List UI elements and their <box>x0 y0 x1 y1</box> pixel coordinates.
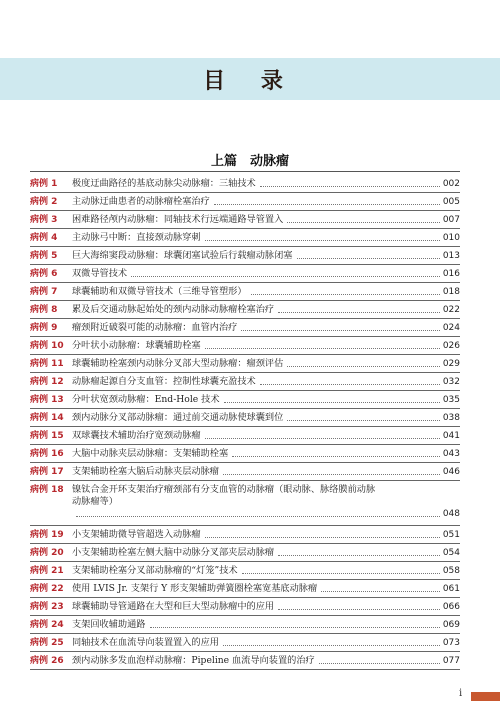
page-number: 051 <box>442 529 460 540</box>
case-label: 病例 10 <box>30 340 64 351</box>
toc-entry[interactable] <box>30 580 460 598</box>
page-number: 016 <box>442 268 460 279</box>
case-label: 病例 15 <box>30 430 64 441</box>
entry-body <box>72 268 460 280</box>
entry-title: 主动脉迂曲患者的动脉瘤栓塞治疗 <box>72 195 210 207</box>
entry-body <box>72 448 460 460</box>
entry-title: 动脉瘤起源自分支血管：控制性球囊充盈技术 <box>72 375 256 387</box>
toc-entry[interactable] <box>30 355 460 373</box>
section-title: 上篇 动脉瘤 <box>210 154 289 169</box>
page-number: 007 <box>442 214 460 225</box>
entry-body <box>72 655 460 667</box>
page-number: 010 <box>442 232 460 243</box>
page-number: 024 <box>442 322 460 333</box>
toc-entry[interactable] <box>30 652 460 670</box>
entry-title: 大脑中动脉夹层动脉瘤：支架辅助栓塞 <box>72 447 229 459</box>
page-number: 018 <box>442 286 460 297</box>
dot-leader <box>260 384 440 385</box>
toc-entry[interactable] <box>30 391 460 409</box>
toc-entry[interactable] <box>30 481 460 526</box>
entry-title: 瘤颈附近破裂可能的动脉瘤：血管内治疗 <box>72 321 238 333</box>
case-label: 病例 25 <box>30 637 64 648</box>
case-label: 病例 19 <box>30 529 64 540</box>
page-number: 043 <box>442 448 460 459</box>
entry-body <box>72 430 460 442</box>
entry-body <box>72 376 460 388</box>
entry-title-continued: 动脉瘤等） <box>72 495 118 507</box>
entry-body <box>72 601 460 613</box>
toc-entry[interactable] <box>30 247 460 265</box>
case-label: 病例 1 <box>30 178 58 189</box>
toc-entry[interactable] <box>30 544 460 562</box>
page-number: 022 <box>442 304 460 315</box>
entry-body <box>72 547 460 559</box>
entry-body <box>72 304 460 316</box>
dot-leader <box>150 627 440 628</box>
dot-leader <box>76 516 440 517</box>
entry-title: 支架辅助栓塞大脑后动脉夹层动脉瘤 <box>72 465 219 477</box>
toc-entry[interactable] <box>30 526 460 544</box>
dot-leader <box>251 294 440 295</box>
dot-leader <box>278 312 440 313</box>
entry-title: 困难路径颅内动脉瘤：同轴技术行远端通路导管置入 <box>72 213 284 225</box>
entry-body <box>72 394 460 406</box>
entry-title: 使用 LVIS Jr. 支架行 Y 形支架辅助弹簧圈栓塞宽基底动脉瘤 <box>72 582 318 594</box>
entry-body <box>72 196 460 208</box>
toc-entry[interactable] <box>30 193 460 211</box>
entry-title: 双微导管技术 <box>72 267 128 279</box>
entry-title: 小支架辅助栓塞左侧大脑中动脉分叉部夹层动脉瘤 <box>72 546 275 558</box>
page-number: 066 <box>442 601 460 612</box>
entry-body <box>72 484 460 520</box>
toc-entry[interactable] <box>30 283 460 301</box>
entry-body <box>72 637 460 649</box>
dot-leader <box>242 573 440 574</box>
entry-body <box>72 619 460 631</box>
dot-leader <box>260 186 440 187</box>
entry-title: 分叶状宽颈动脉瘤：End-Hole 技术 <box>72 393 220 405</box>
entry-title: 小支架辅助微导管超选入动脉瘤 <box>72 528 201 540</box>
entry-title: 支架辅助栓塞分叉部动脉瘤的“灯笼”技术 <box>72 564 238 576</box>
entry-body <box>72 358 460 370</box>
case-label: 病例 23 <box>30 601 64 612</box>
dot-leader <box>287 366 440 367</box>
entry-body <box>72 565 460 577</box>
case-label: 病例 20 <box>30 547 64 558</box>
toc-entry[interactable] <box>30 337 460 355</box>
case-label: 病例 22 <box>30 583 64 594</box>
case-label: 病例 17 <box>30 466 64 477</box>
toc-entry[interactable] <box>30 175 460 193</box>
page-number: 041 <box>442 430 460 441</box>
case-label: 病例 2 <box>30 196 58 207</box>
dot-leader <box>214 204 440 205</box>
page-number: 002 <box>442 178 460 189</box>
toc-entry[interactable] <box>30 211 460 229</box>
entry-body <box>72 529 460 541</box>
case-label: 病例 3 <box>30 214 58 225</box>
toc-entry[interactable] <box>30 463 460 481</box>
toc-entry[interactable] <box>30 229 460 247</box>
dot-leader <box>224 402 440 403</box>
toc-entry[interactable] <box>30 373 460 391</box>
dot-leader <box>232 456 440 457</box>
case-label: 病例 14 <box>30 412 64 423</box>
case-label: 病例 11 <box>30 358 64 369</box>
dot-leader <box>205 348 440 349</box>
dot-leader <box>131 276 440 277</box>
dot-leader <box>223 474 440 475</box>
case-label: 病例 18 <box>30 484 64 495</box>
dot-leader <box>297 258 440 259</box>
entry-title: 支架回收辅助通路 <box>72 618 146 630</box>
entry-body <box>72 286 460 298</box>
entry-body <box>72 214 460 226</box>
toc-entry[interactable] <box>30 265 460 283</box>
dot-leader <box>241 330 439 331</box>
page-number: 035 <box>442 394 460 405</box>
entry-body <box>72 322 460 334</box>
entry-body <box>72 340 460 352</box>
toc-entry[interactable] <box>30 598 460 616</box>
dot-leader <box>321 591 440 592</box>
table-of-contents <box>30 175 460 670</box>
footer-accent-bar <box>471 692 500 701</box>
case-label: 病例 4 <box>30 232 58 243</box>
page-number: 005 <box>442 196 460 207</box>
entry-title: 球囊辅助和双微导管技术（三维导管塑形） <box>72 285 247 297</box>
page-number: 058 <box>442 565 460 576</box>
entry-title: 分叶状小动脉瘤：球囊辅助栓塞 <box>72 339 201 351</box>
page-number: 038 <box>442 412 460 423</box>
page-number: 013 <box>442 250 460 261</box>
entry-title: 主动脉弓中断：直接颈动脉穿刺 <box>72 231 201 243</box>
case-label: 病例 13 <box>30 394 64 405</box>
case-label: 病例 5 <box>30 250 58 261</box>
page-number: 046 <box>442 466 460 477</box>
entry-body <box>72 583 460 595</box>
page-number: 029 <box>442 358 460 369</box>
entry-title: 极度迂曲路径的基底动脉尖动脉瘤：三轴技术 <box>72 177 256 189</box>
toc-entry[interactable] <box>30 427 460 445</box>
case-label: 病例 26 <box>30 655 64 666</box>
page-number: 077 <box>442 655 460 666</box>
case-label: 病例 8 <box>30 304 58 315</box>
entry-title: 球囊辅助导管通路在大型和巨大型动脉瘤中的应用 <box>72 600 275 612</box>
entry-title: 球囊辅助栓塞颈内动脉分叉部大型动脉瘤：瘤颈评估 <box>72 357 284 369</box>
dot-leader <box>205 240 440 241</box>
toc-entry[interactable] <box>30 319 460 337</box>
entry-title: 颈内动脉多发血泡样动脉瘤：Pipeline 血流导向装置的治疗 <box>72 654 315 666</box>
page-number: 032 <box>442 376 460 387</box>
dot-leader <box>278 555 440 556</box>
dot-leader <box>319 663 440 664</box>
entry-body <box>72 412 460 424</box>
entry-title: 双球囊技术辅助治疗宽颈动脉瘤 <box>72 429 201 441</box>
dot-leader <box>205 438 440 439</box>
entry-body <box>72 466 460 478</box>
entry-body <box>72 178 460 190</box>
case-label: 病例 9 <box>30 322 58 333</box>
toc-entry[interactable] <box>30 301 460 319</box>
page-title: 目 录 <box>203 68 297 94</box>
dot-leader <box>205 537 440 538</box>
toc-entry[interactable] <box>30 445 460 463</box>
page-number: 073 <box>442 637 460 648</box>
page-number: 069 <box>442 619 460 630</box>
page-number: 026 <box>442 340 460 351</box>
dot-leader <box>278 609 440 610</box>
case-label: 病例 21 <box>30 565 64 576</box>
dot-leader <box>287 420 440 421</box>
entry-title: 颈内动脉分叉部动脉瘤：通过前交通动脉使球囊到位 <box>72 411 284 423</box>
case-label: 病例 6 <box>30 268 58 279</box>
entry-body <box>72 250 460 262</box>
page-number: i <box>459 688 463 699</box>
page-number: 054 <box>442 547 460 558</box>
divider <box>30 171 460 172</box>
page-number: 048 <box>442 508 460 519</box>
toc-entry[interactable] <box>30 562 460 580</box>
entry-title: 累及后交通动脉起始处的颈内动脉动脉瘤栓塞治疗 <box>72 303 275 315</box>
entry-title: 镍钛合金开环支架治疗瘤颈部有分支血管的动脉瘤（眼动脉、脉络膜前动脉 <box>72 483 376 495</box>
case-label: 病例 16 <box>30 448 64 459</box>
entry-title: 同轴技术在血流导向装置置入的应用 <box>72 636 219 648</box>
toc-entry[interactable] <box>30 616 460 634</box>
case-label: 病例 7 <box>30 286 58 297</box>
case-label: 病例 12 <box>30 376 64 387</box>
dot-leader <box>223 645 440 646</box>
case-label: 病例 24 <box>30 619 64 630</box>
page-number: 061 <box>442 583 460 594</box>
toc-entry[interactable] <box>30 634 460 652</box>
toc-entry[interactable] <box>30 409 460 427</box>
entry-body <box>72 232 460 244</box>
dot-leader <box>287 222 440 223</box>
entry-title: 巨大海绵窦段动脉瘤：球囊闭塞试验后行载瘤动脉闭塞 <box>72 249 293 261</box>
